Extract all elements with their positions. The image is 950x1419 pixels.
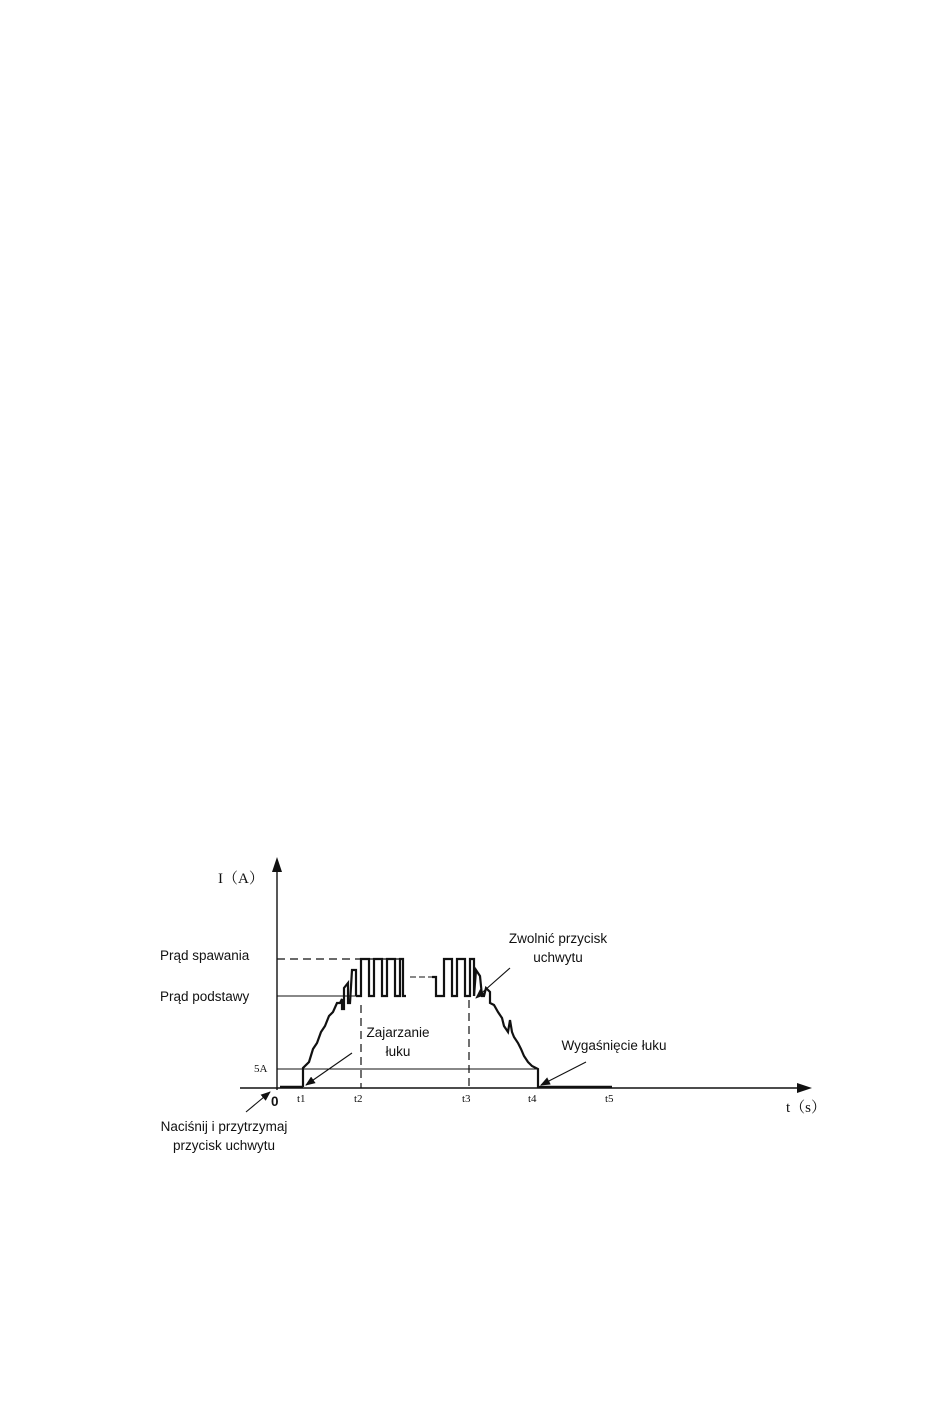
arc-ignition-label-line2: łuku	[385, 1044, 411, 1059]
release-label-line2: uchwytu	[533, 950, 583, 965]
tick-t4: t4	[528, 1093, 537, 1105]
tick-t1: t1	[297, 1093, 306, 1105]
tick-t2: t2	[354, 1093, 363, 1105]
five-amp-label: 5A	[254, 1063, 268, 1075]
arc-extinction-label: Wygaśnięcie łuku	[561, 1038, 667, 1053]
pulse-train-right	[432, 959, 474, 996]
tick-origin: 0	[271, 1094, 279, 1109]
arc-extinction-pointer	[541, 1062, 586, 1085]
tick-t5: t5	[605, 1093, 614, 1105]
x-axis-arrow-icon	[797, 1083, 812, 1093]
y-axis-arrow-icon	[272, 857, 282, 872]
release-label-line1: Zwolnić przycisk	[508, 931, 608, 946]
press-hold-label-line2: przycisk uchwytu	[172, 1138, 276, 1153]
press-hold-label-line1: Naciśnij i przytrzymaj	[160, 1119, 288, 1134]
tick-t3: t3	[462, 1093, 471, 1105]
arc-ignition-label-line1: Zajarzanie	[366, 1025, 430, 1040]
welding-current-label: Prąd spawania	[160, 948, 250, 963]
x-axis-label: t（s）	[786, 1100, 827, 1116]
press-hold-pointer	[246, 1092, 270, 1112]
y-axis-label: I（A）	[218, 871, 264, 887]
base-current-label: Prąd podstawy	[160, 989, 250, 1004]
pulse-train-left	[356, 959, 406, 996]
